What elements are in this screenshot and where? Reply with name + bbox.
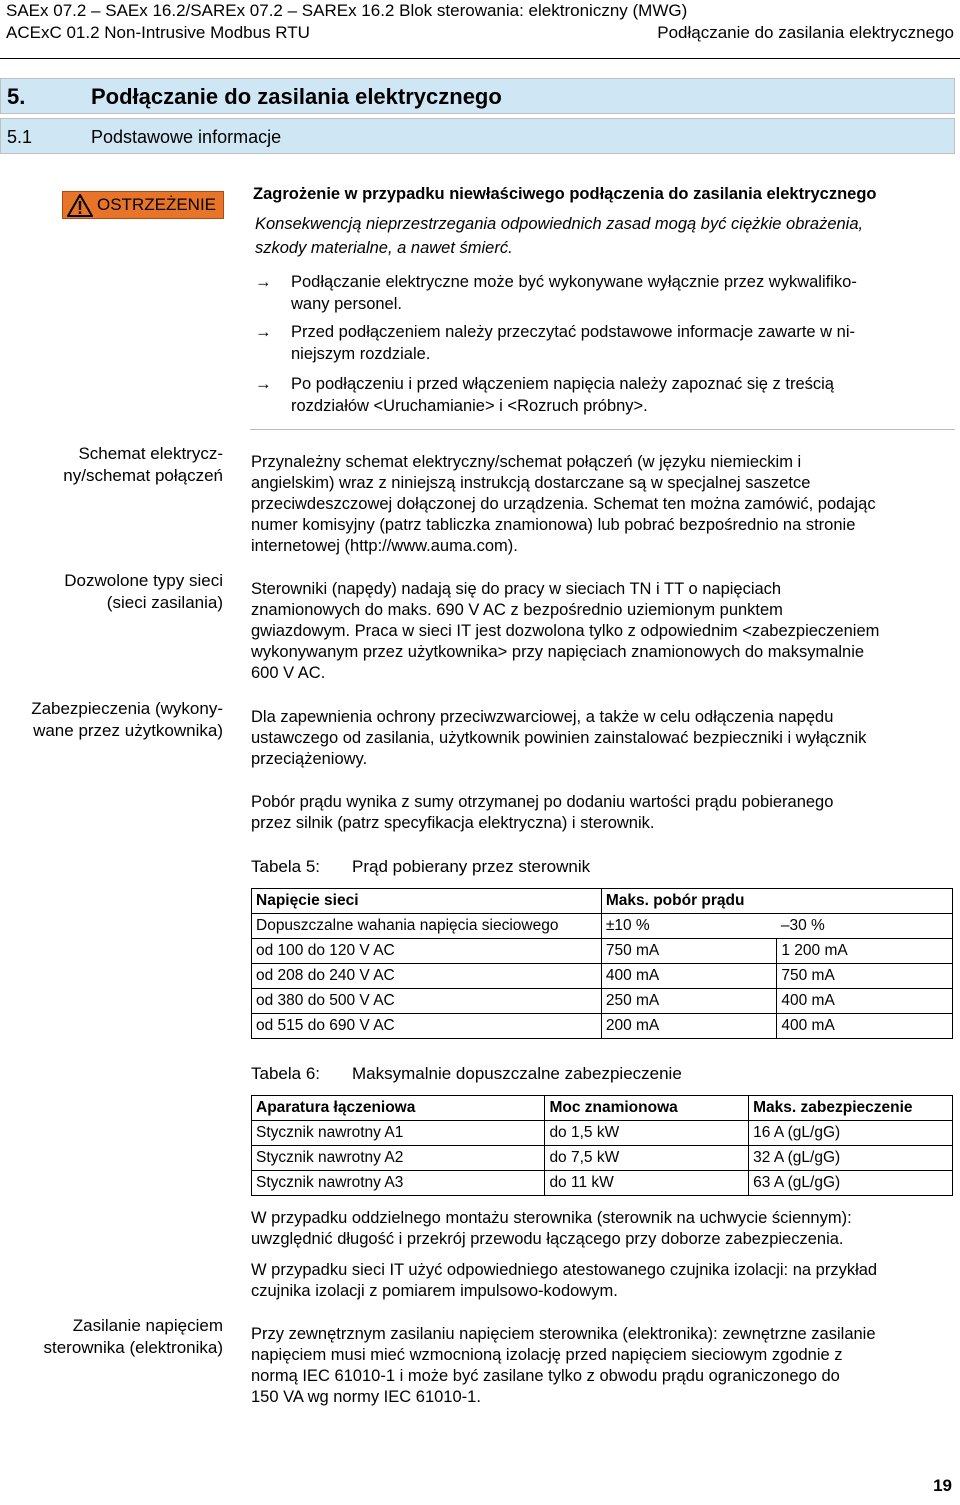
table-cell: ±10 %: [601, 914, 777, 939]
warning-heading: Zagrożenie w przypadku niewłaściwego podłączenia do zasilania elektrycznego: [253, 185, 877, 203]
table6-label: Tabela 6:: [251, 1064, 320, 1083]
table-cell: Dopuszczalne wahania napięcia sieciowego: [252, 914, 602, 939]
arrow-icon: →: [255, 273, 272, 291]
table6-title: Maksymalnie dopuszczalne zabezpieczenie: [352, 1064, 682, 1083]
table-header-cell: Aparatura łączeniowa: [252, 1096, 545, 1121]
header-line-2-left: ACExC 01.2 Non-Intrusive Modbus RTU: [6, 23, 310, 42]
header-line-2-right: Podłączanie do zasilania elektrycznego: [657, 23, 954, 42]
side-label-zasilanie: Zasilanie napięciem sterownika (elektronika): [43, 1316, 223, 1357]
paragraph-zabezpieczenia: Dla zapewnienia ochrony przeciwzwarciowej, a także w celu odłączenia napędu ustawczego od zasilania, użytkownik powinien zainstalować bezpieczniki i wyłącznik przeciążeniowy.: [251, 708, 867, 768]
table-row: [252, 1171, 953, 1196]
paragraph-schemat: Przynależny schemat elektryczny/schemat połączeń (w języku niemieckim i angielskim) wraz z niniejszą instrukcją dostarczane są w specjalnej saszetce przeciwdeszczowej dołączonej do urządzenia. Schemat ten można zamówić, podając numer komisyjny (patrz tabliczka znamionowa) lub pobrać bezpośrednio na stronie internetowej (http://www.auma.com).: [251, 453, 876, 555]
table-cell: 400 mA: [601, 964, 777, 989]
subsection-number: 5.1: [7, 127, 33, 147]
subsection-title: Podstawowe informacje: [91, 127, 282, 147]
paragraph-siec-it: W przypadku sieci IT użyć odpowiedniego atestowanego czujnika izolacji: na przykład czujnika izolacji z pomiarem impulsowo-kodowym.: [251, 1261, 878, 1300]
table-cell: 250 mA: [601, 989, 777, 1014]
table-cell: 63 A (gL/gG): [749, 1171, 953, 1196]
table-row: [252, 1146, 953, 1171]
warning-item-line-2: wany personel.: [291, 295, 402, 313]
table-row: [252, 964, 953, 989]
table-cell: 200 mA: [601, 1014, 777, 1039]
table-cell: do 11 kW: [545, 1171, 749, 1196]
table-header-cell: Maks. zabezpieczenie: [749, 1096, 953, 1121]
arrow-icon: →: [255, 375, 272, 393]
page-number: 19: [933, 1476, 952, 1495]
table-cell: od 100 do 120 V AC: [252, 939, 602, 964]
warning-triangle-icon: [67, 194, 93, 217]
table-cell: 400 mA: [777, 989, 953, 1014]
table-cell: do 1,5 kW: [545, 1121, 749, 1146]
warning-item-line-1: Podłączanie elektryczne może być wykonywane wyłącznie przez wykwalifiko-: [291, 273, 857, 291]
arrow-icon: →: [255, 323, 272, 341]
header-rule: [0, 58, 960, 59]
table-row: [252, 1014, 953, 1039]
section-number: 5.: [7, 84, 26, 109]
table-cell: –30 %: [777, 914, 953, 939]
warning-separator: [250, 429, 955, 430]
warning-consequence-line-2: szkody materialne, a nawet śmierć.: [255, 239, 513, 257]
warning-item-line-2: niejszym rozdziale.: [291, 345, 431, 363]
warning-item-line-1: Przed podłączeniem należy przeczytać podstawowe informacje zawarte w ni-: [291, 323, 856, 341]
table-cell: Stycznik nawrotny A2: [252, 1146, 545, 1171]
table-header-cell: Maks. pobór prądu: [601, 889, 952, 914]
section-heading-bar: [0, 78, 955, 114]
table-cell: 32 A (gL/gG): [749, 1146, 953, 1171]
table-cell: 400 mA: [777, 1014, 953, 1039]
table-cell: od 515 do 690 V AC: [252, 1014, 602, 1039]
section-title: Podłączanie do zasilania elektrycznego: [91, 84, 502, 109]
header-line-1: SAEx 07.2 – SAEx 16.2/SAREx 07.2 – SAREx 16.2 Blok sterowania: elektroniczny (MWG): [6, 1, 688, 20]
side-label-sieci: Dozwolone typy sieci (sieci zasilania): [64, 571, 223, 612]
table5: [251, 888, 953, 1039]
table-header-row: [252, 889, 953, 914]
paragraph-zasilanie: Przy zewnętrznym zasilaniu napięciem sterownika (elektronika): zewnętrzne zasilanie napięciem musi mieć wzmocnioną izolację przed napięciem sieciowym zgodnie z normą IEC 61010-1 i może być zasilane tylko z obwodu prądu ograniczonego do 150 VA wg normy IEC 61010-1.: [251, 1325, 876, 1406]
table-header-row: [252, 1096, 953, 1121]
table-cell: Stycznik nawrotny A1: [252, 1121, 545, 1146]
table-row: [252, 914, 953, 939]
warning-label-text: OSTRZEŻENIE: [97, 195, 217, 214]
table-header-cell: Napięcie sieci: [252, 889, 602, 914]
table-row: [252, 989, 953, 1014]
table-cell: Stycznik nawrotny A3: [252, 1171, 545, 1196]
table5-label: Tabela 5:: [251, 857, 320, 876]
paragraph-oddzielny-montaz: W przypadku oddzielnego montażu sterownika (sterownik na uchwycie ściennym): uwzględnić długość i przekrój przewodu łączącego przy doborze zabezpieczenia.: [251, 1209, 852, 1248]
paragraph-pobor: Pobór prądu wynika z sumy otrzymanej po dodaniu wartości prądu pobieranego przez silnik (patrz specyfikacja elektryczna) i sterownik.: [251, 793, 834, 832]
table-cell: 750 mA: [601, 939, 777, 964]
warning-item-line-1: Po podłączeniu i przed włączeniem napięcia należy zapoznać się z treścią: [291, 375, 834, 393]
table-cell: od 380 do 500 V AC: [252, 989, 602, 1014]
table-cell: 750 mA: [777, 964, 953, 989]
paragraph-sieci: Sterowniki (napędy) nadają się do pracy w sieciach TN i TT o napięciach znamionowych do maks. 690 V AC z bezpośrednio uziemionym punktem gwiazdowym. Praca w sieci IT jest dozwolona tylko z odpowiednim <zabezpieczeniem wykonywanym przez użytkownika> przy napięciach znamionowych do maksymalnie 600 V AC.: [251, 580, 880, 682]
table-cell: 1 200 mA: [777, 939, 953, 964]
table-header-cell: Moc znamionowa: [545, 1096, 749, 1121]
table-row: [252, 1121, 953, 1146]
subsection-heading-bar: [0, 118, 955, 154]
table-cell: do 7,5 kW: [545, 1146, 749, 1171]
warning-label: [62, 191, 224, 219]
warning-item-line-2: rozdziałów <Uruchamianie> i <Rozruch próbny>.: [291, 397, 648, 415]
table-cell: od 208 do 240 V AC: [252, 964, 602, 989]
table5-title: Prąd pobierany przez sterownik: [352, 857, 591, 876]
table-row: [252, 939, 953, 964]
table6: [251, 1095, 953, 1196]
warning-consequence-line-1: Konsekwencją nieprzestrzegania odpowiednich zasad mogą być ciężkie obrażenia,: [255, 215, 864, 233]
side-label-schemat: Schemat elektrycz- ny/schemat połączeń: [63, 444, 223, 485]
side-label-zabezpieczenia: Zabezpieczenia (wykony- wane przez użytkownika): [31, 699, 223, 740]
table-cell: 16 A (gL/gG): [749, 1121, 953, 1146]
